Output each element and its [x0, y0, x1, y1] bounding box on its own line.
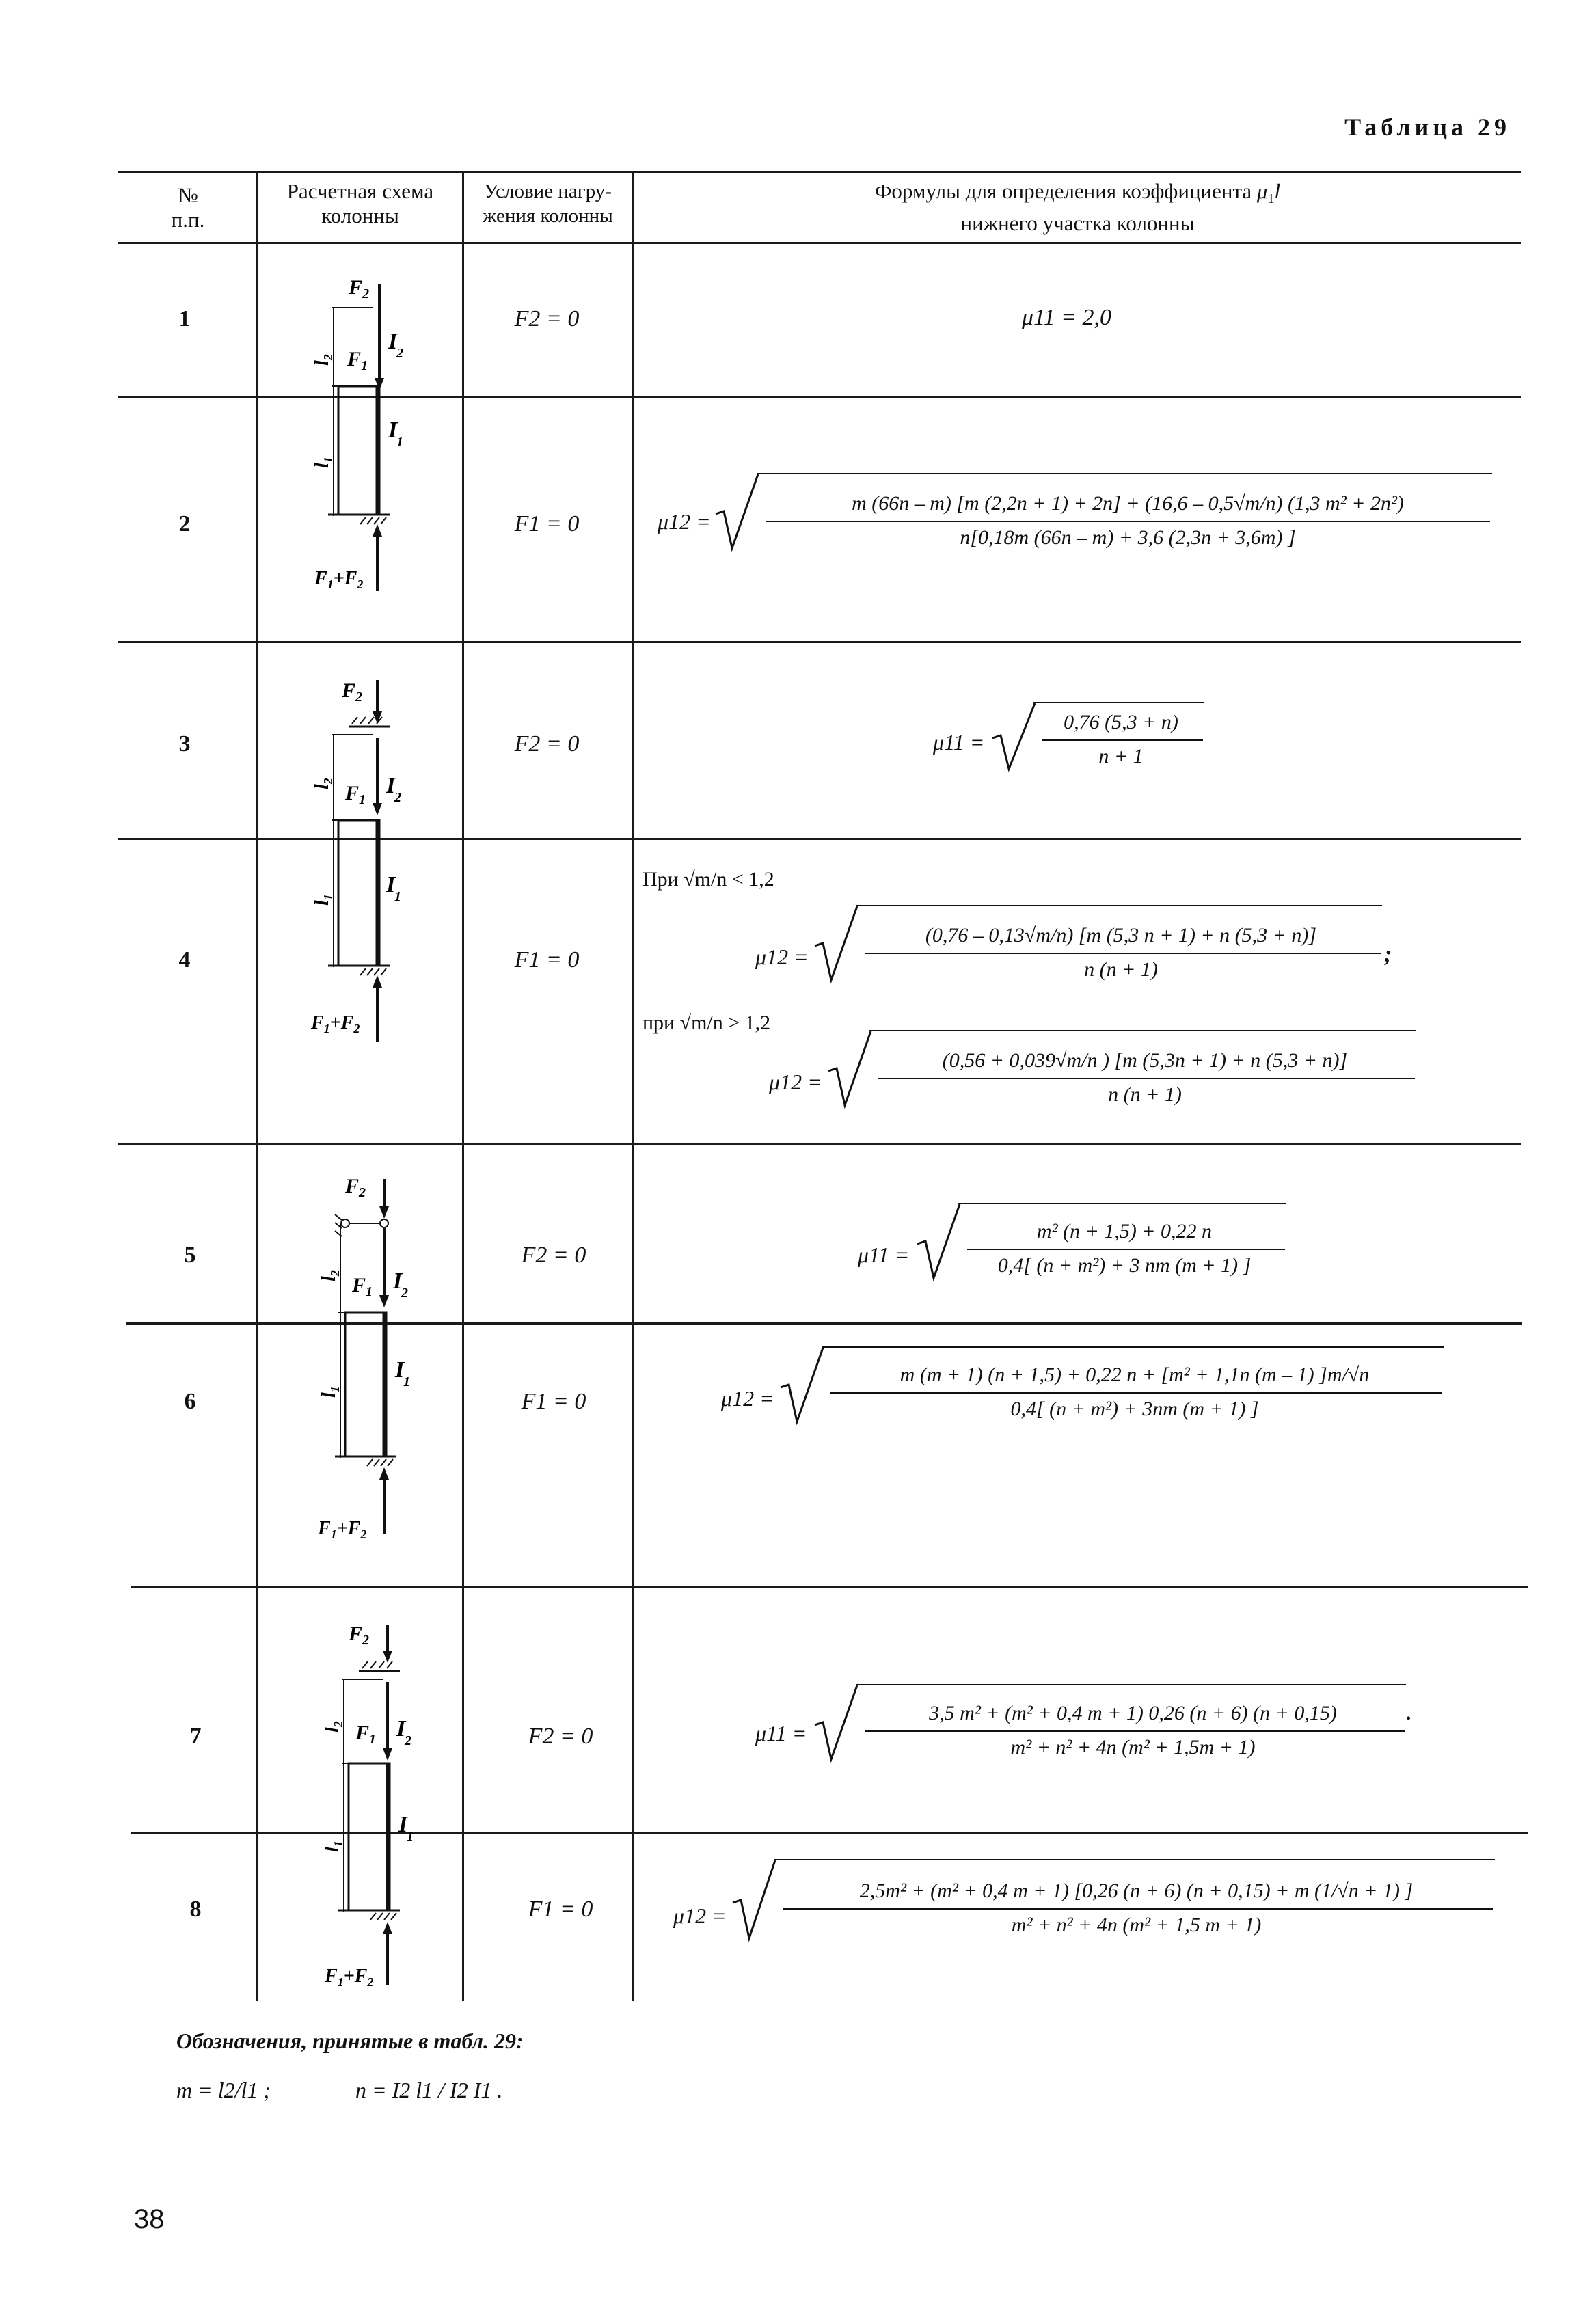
formula-8-numerator: 2,5m² + (m² + 0,4 m + 1) [0,26 (n + 6) (n + 0,15) + m (1/√n + 1) ]: [859, 1879, 1414, 1902]
fraction-bar-8: [783, 1908, 1493, 1910]
row-number-6: 6: [184, 1389, 196, 1414]
fraction-bar-7: [865, 1730, 1405, 1732]
svg-text:l2: $l_2$: [319, 1270, 342, 1281]
radical-bar-8: [774, 1859, 1495, 1860]
svg-text:I: I: [393, 1268, 403, 1294]
formula-3-lhs: μ11 =: [933, 730, 985, 755]
row-rule-4-5: [118, 1143, 1521, 1145]
column-scheme-1-2: [301, 270, 437, 612]
formula-6-lhs: μ12 =: [721, 1386, 774, 1411]
svg-text:I: I: [388, 329, 398, 354]
formula-row-1: μ11 = 2,0: [1022, 305, 1111, 330]
formula-3-denominator: n + 1: [1098, 745, 1144, 768]
table-top-rule: [118, 171, 1521, 173]
formula-4-condition-2: при √m/n > 1,2: [643, 1012, 771, 1034]
row-number-8: 8: [189, 1897, 202, 1922]
formula-4-condition-1: При √m/n < 1,2: [643, 868, 774, 891]
svg-text:2: 2: [394, 790, 401, 805]
formula-3-numerator: 0,76 (5,3 + n): [1064, 711, 1178, 733]
column-scheme-5-6: [308, 1172, 444, 1555]
col-rule-2: [462, 171, 464, 2001]
formula-4-denominator-2: n (n + 1): [1108, 1083, 1182, 1106]
formula-4-semicolon: ;: [1384, 942, 1392, 967]
formula-5-denominator: 0,4[ (n + m²) + 3 nm (m + 1) ]: [997, 1254, 1252, 1277]
load-condition-2: F1 = 0: [514, 511, 580, 537]
radical-sign-6: [779, 1345, 827, 1426]
radical-sign-4a: [813, 904, 861, 984]
svg-text:1: 1: [394, 889, 401, 904]
formula-7-period: .: [1407, 1702, 1412, 1724]
svg-text:1: 1: [403, 1374, 410, 1389]
svg-text:F2: $F_2$: [342, 679, 363, 705]
svg-text:F1: $F_1$: [345, 782, 366, 807]
load-condition-1: F2 = 0: [514, 306, 580, 331]
fraction-bar-4b: [878, 1078, 1415, 1079]
formula-5-numerator: m² (n + 1,5) + 0,22 n: [1036, 1220, 1213, 1243]
row-rule-6-7: [131, 1586, 1528, 1588]
svg-text:l1: $l_1$: [312, 457, 335, 468]
row-number-7: 7: [189, 1724, 202, 1749]
formula-7-denominator: m² + n² + 4n (m² + 1,5m + 1): [1010, 1736, 1256, 1759]
svg-text:F2: $F_2$: [345, 1175, 366, 1200]
svg-text:l1: $l_1$: [312, 894, 335, 906]
radical-sign-7: [813, 1683, 861, 1763]
formula-4-lhs-2: μ12 =: [769, 1070, 822, 1094]
column-scheme-3-4: [301, 673, 437, 1056]
fraction-bar-4a: [865, 953, 1381, 954]
formula-2-denominator: n[0,18m (66n – m) + 3,6 (2,3n + 3,6m) ]: [960, 526, 1296, 549]
formula-6-denominator: 0,4[ (n + m²) + 3nm (m + 1) ]: [1010, 1398, 1259, 1420]
fraction-bar-2: [766, 521, 1490, 522]
radical-sign-3: [991, 701, 1039, 776]
column-scheme-7-8: [311, 1616, 448, 1999]
svg-text:I: I: [386, 773, 396, 798]
svg-text:F1+F2: $F_1+F_2$: [318, 1518, 367, 1541]
row-number-4: 4: [178, 947, 191, 973]
fraction-bar-5: [967, 1249, 1285, 1250]
fraction-bar-3: [1042, 739, 1203, 741]
load-condition-6: F1 = 0: [521, 1389, 586, 1414]
radical-bar-3: [1033, 702, 1204, 703]
svg-text:2: 2: [405, 1733, 411, 1748]
svg-text:I: I: [396, 1716, 406, 1741]
load-condition-4: F1 = 0: [514, 947, 580, 973]
svg-text:F1+F2: $F_1+F_2$: [314, 568, 364, 591]
header-no: № п.п.: [171, 183, 205, 232]
svg-text:I: I: [398, 1812, 408, 1837]
row-number-5: 5: [184, 1243, 196, 1268]
header-bottom-rule: [118, 242, 1521, 244]
radical-sign-8: [731, 1858, 779, 1943]
radical-bar-4a: [856, 905, 1382, 906]
radical-bar-4b: [869, 1030, 1416, 1031]
header-formulas: Формулы для определения коэффициента $\mu_1l$ нижнего участка колонны: [874, 179, 1281, 236]
formula-2-numerator: m (66n – m) [m (2,2n + 1) + 2n] + (16,6 – 0,5√m/n) (1,3 m² + 2n²): [852, 492, 1404, 515]
formula-4-lhs-1: μ12 =: [755, 945, 809, 969]
radical-sign-5: [916, 1202, 964, 1282]
load-condition-7: F2 = 0: [528, 1724, 593, 1749]
svg-text:2: 2: [396, 346, 403, 361]
svg-text:l2: $l_2$: [312, 778, 335, 789]
svg-text:I: I: [388, 418, 398, 443]
notes-n-definition: n = I2 l1 / I2 I1 .: [355, 2078, 503, 2102]
formula-4-numerator-2: (0,56 + 0,039√m/n ) [m (5,3n + 1) + n (5,3 + n)]: [942, 1049, 1348, 1072]
svg-text:F2: $F_2$: [349, 276, 370, 301]
load-condition-5: F2 = 0: [521, 1243, 586, 1268]
formula-5-lhs: μ11 =: [858, 1243, 910, 1267]
header-load: Условие нагру- жения колонны: [483, 180, 613, 227]
svg-text:1: 1: [396, 435, 403, 450]
formula-2-lhs: μ12 =: [658, 509, 711, 534]
load-condition-3: F2 = 0: [514, 731, 580, 757]
load-condition-8: F1 = 0: [528, 1897, 593, 1922]
svg-text:F1+F2: $F_1+F_2$: [325, 1966, 374, 1989]
formula-8-lhs: μ12 =: [673, 1903, 727, 1928]
formula-7-numerator: 3,5 m² + (m² + 0,4 m + 1) 0,26 (n + 6) (n + 0,15): [929, 1702, 1337, 1724]
radical-bar-2: [757, 473, 1492, 474]
notes-m-definition: m = l2/l1 ;: [176, 2078, 271, 2102]
radical-sign-2: [714, 472, 762, 554]
svg-text:l1: $l_1$: [322, 1841, 345, 1852]
row-rule-2-3: [118, 641, 1521, 643]
svg-text:F1+F2: $F_1+F_2$: [311, 1012, 360, 1035]
svg-text:F1: $F_1$: [355, 1722, 377, 1747]
radical-bar-6: [822, 1346, 1444, 1348]
formula-7-lhs: μ11 =: [755, 1721, 807, 1746]
radical-bar-5: [958, 1203, 1286, 1204]
svg-text:I: I: [395, 1357, 405, 1383]
fraction-bar-6: [830, 1392, 1442, 1394]
row-number-2: 2: [178, 511, 191, 537]
svg-text:I: I: [386, 872, 396, 897]
radical-sign-4b: [827, 1029, 875, 1109]
header-scheme: Расчетная схема колонны: [286, 179, 434, 228]
svg-text:1: 1: [407, 1829, 414, 1844]
notes-caption: Обозначения, принятые в табл. 29:: [176, 2028, 524, 2053]
table-title: Таблица 29: [1344, 113, 1511, 141]
svg-text:l1: $l_1$: [319, 1386, 342, 1398]
row-number-3: 3: [178, 731, 191, 757]
page-number: 38: [134, 2204, 165, 2234]
radical-bar-7: [856, 1684, 1406, 1685]
formula-4-denominator-1: n (n + 1): [1084, 958, 1158, 981]
row-number-1: 1: [178, 306, 191, 331]
formula-8-denominator: m² + n² + 4n (m² + 1,5 m + 1): [1011, 1914, 1262, 1936]
svg-text:l2: $l_2$: [322, 1721, 345, 1733]
svg-text:F2: $F_2$: [349, 1623, 370, 1648]
svg-text:F1: $F_1$: [352, 1274, 373, 1299]
svg-text:l2: $l_2$: [312, 354, 335, 366]
formula-4-numerator-1: (0,76 – 0,13√m/n) [m (5,3 n + 1) + n (5,3 + n)]: [925, 924, 1317, 947]
formula-6-numerator: m (m + 1) (n + 1,5) + 0,22 n + [m² + 1,1n (m – 1) ]m/√n: [900, 1363, 1370, 1386]
svg-text:F1: $F_1$: [347, 348, 368, 373]
svg-text:2: 2: [401, 1286, 408, 1301]
col-rule-1: [256, 171, 258, 2001]
